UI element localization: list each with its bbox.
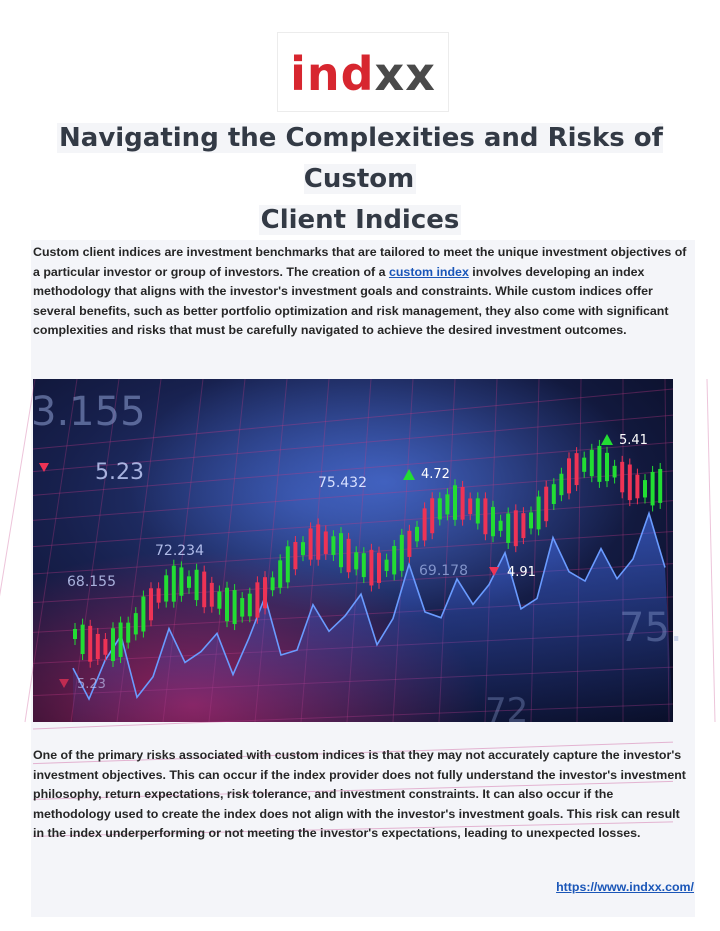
- label-5-23-bottom: 5.23: [77, 677, 106, 692]
- logo-wordmark: indxx: [290, 47, 436, 101]
- label-69-178: 69.178: [419, 563, 468, 579]
- label-4-72: 4.72: [421, 467, 450, 482]
- label-72-234: 72.234: [155, 543, 204, 559]
- custom-index-link[interactable]: custom index: [388, 264, 469, 279]
- stock-chart-illustration: [31, 379, 683, 731]
- title-line-2: Client Indices: [260, 205, 460, 235]
- intro-paragraph: Custom client indices are investment benchmarks that are tailored to meet the unique investment objectives of a particular investor or group of investors. The creation of a custom index involves developing an index methodology that aligns with the investor's investment goals and constraints. While custom indices offer several benefits, such as better portfolio optimization and risk management, they also come with significant complexities and risks that must be carefully navigated to achieve the desired investment outcomes.: [33, 245, 687, 337]
- stock-chart-image: [31, 379, 683, 731]
- indxx-logo[interactable]: [277, 32, 449, 112]
- label-4-91: 4.91: [507, 565, 536, 580]
- label-75-432: 75.432: [318, 475, 367, 491]
- big-number-label: 3.155: [31, 389, 146, 435]
- page-title: [20, 118, 700, 241]
- indxx-website-link[interactable]: https://www.indxx.com/: [556, 880, 694, 894]
- title-line-1: Navigating the Complexities and Risks of Custom: [59, 123, 663, 194]
- label-5-23-top: 5.23: [95, 460, 144, 485]
- label-5-41: 5.41: [619, 433, 648, 448]
- risk-paragraph: One of the primary risks associated with custom indices is that they may not accurately capture the investor's investment objectives. This can occur if the index provider does not fully understand the investor's investment philosophy, return expectations, risk tolerance, and investment constraints. It can also occur if the methodology used to create the index does not align with the investor's investment goals. This risk can result in the index underperforming or not meeting the investor's expectations, leading to unexpected losses.: [33, 748, 686, 840]
- label-75-partial: 75.: [619, 605, 683, 651]
- label-68-155: 68.155: [67, 574, 116, 590]
- label-72-partial: 72: [485, 691, 529, 731]
